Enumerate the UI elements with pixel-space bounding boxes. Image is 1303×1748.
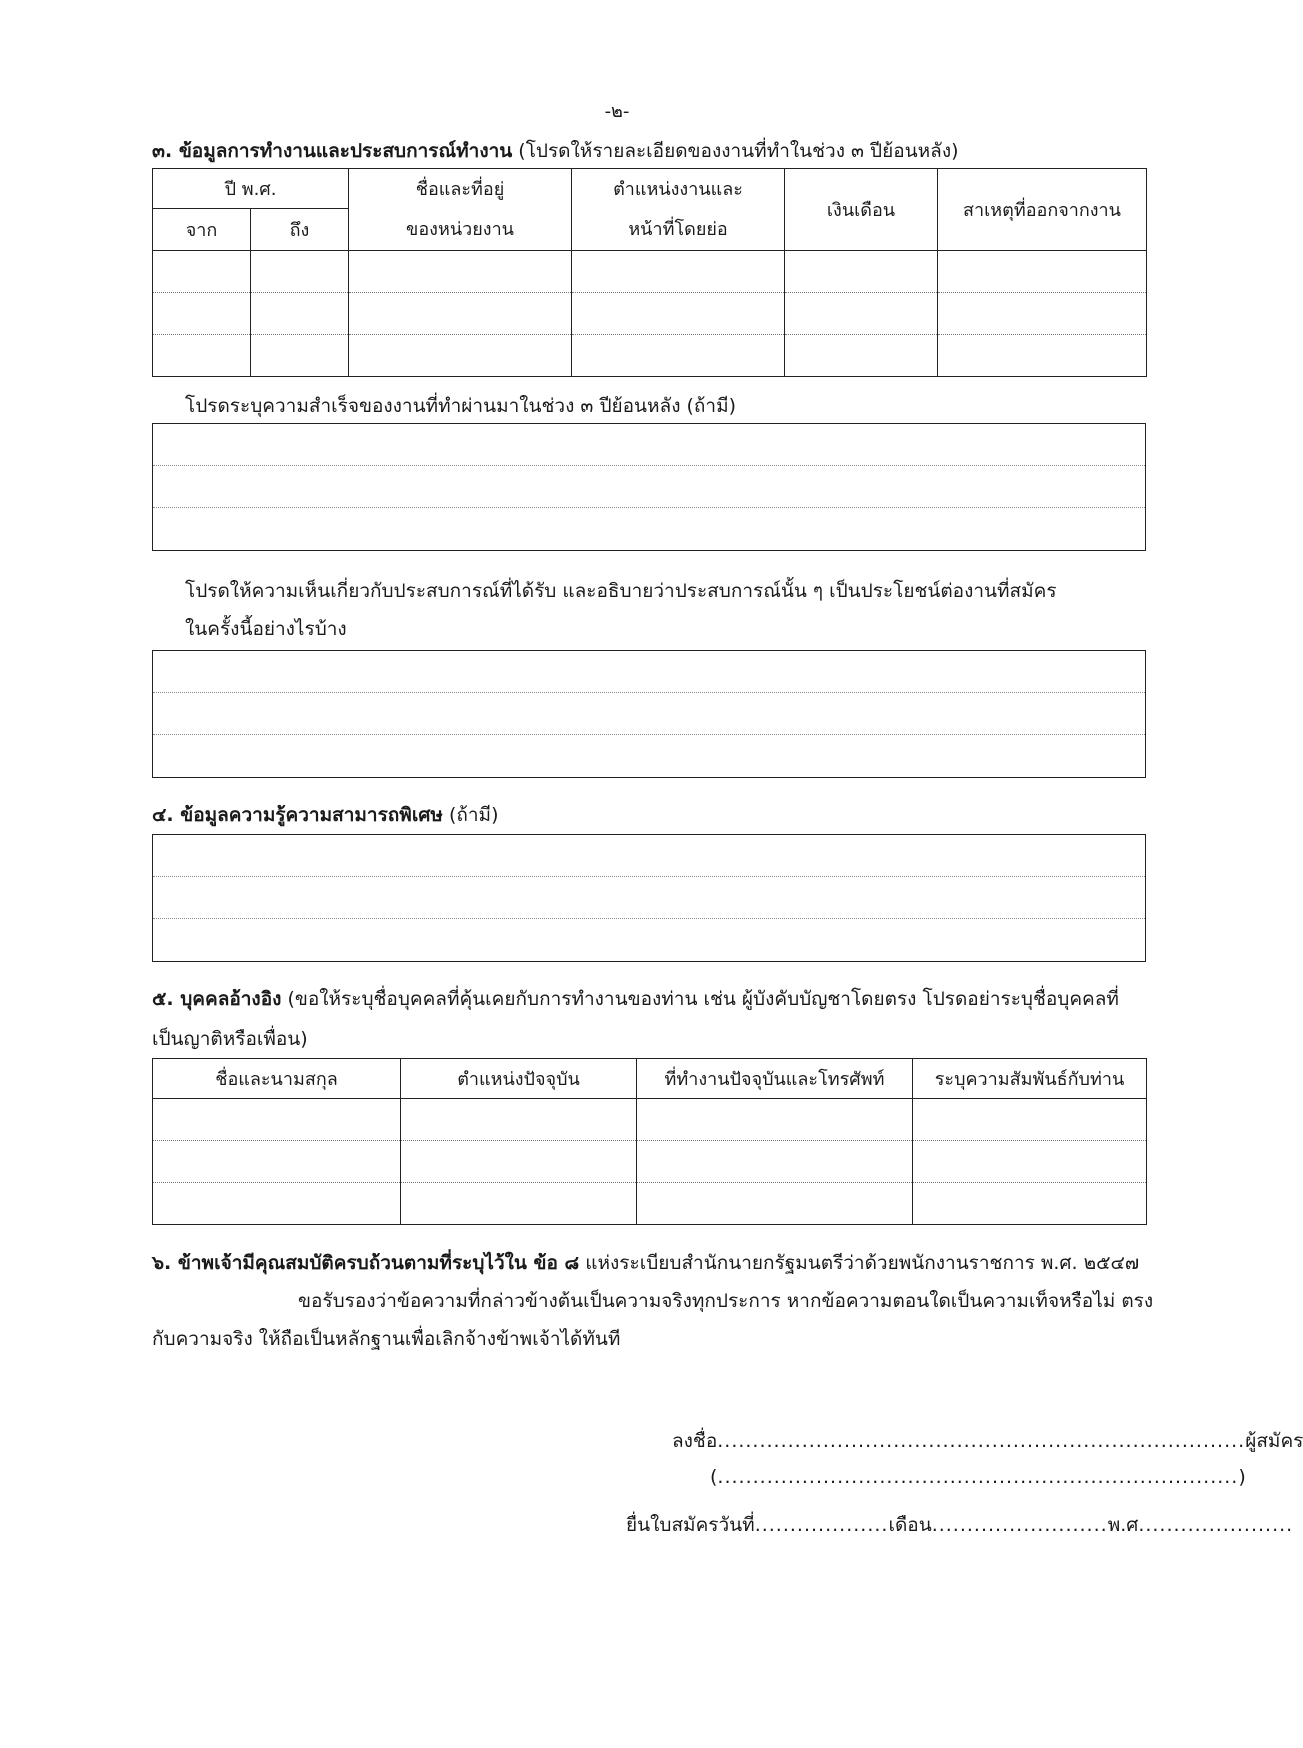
ref-position-header: ตำแหน่งปัจจุบัน — [401, 1059, 637, 1099]
work-row[interactable] — [153, 293, 1147, 335]
work-row[interactable] — [153, 335, 1147, 377]
experience-prompt-line2: ในครั้งนี้อย่างไรบ้าง — [185, 618, 347, 640]
work-row[interactable] — [153, 251, 1147, 293]
to-header: ถึง — [251, 209, 349, 251]
ref-relationship-header: ระบุความสัมพันธ์กับท่าน — [913, 1059, 1147, 1099]
experience-answer-box[interactable] — [152, 650, 1146, 778]
achievement-prompt: โปรดระบุความสำเร็จของงานที่ทำผ่านมาในช่วง ๓ ปีย้อนหลัง (ถ้ามี) — [185, 395, 737, 417]
certify-line2: กับความจริง ให้ถือเป็นหลักฐานเพื่อเลิกจ้างข้าพเจ้าได้ทันที — [152, 1328, 621, 1350]
section6-heading-row — [152, 1250, 1139, 1276]
section6-heading: ๖. ข้าพเจ้ามีคุณสมบัติครบถ้วนตามที่ระบุไว้ใน ข้อ ๘ — [152, 1252, 580, 1274]
section5-note-line2: เป็นญาติหรือเพื่อน) — [152, 1028, 308, 1050]
ref-name-header: ชื่อและนามสกุล — [153, 1059, 401, 1099]
special-skills-answer-box[interactable] — [152, 834, 1146, 962]
section5-heading: ๕. บุคคลอ้างอิง — [152, 988, 282, 1010]
org-header-line2: ของหน่วยงาน — [406, 218, 514, 240]
year-header: ปี พ.ศ. — [153, 169, 349, 209]
org-header-line1: ชื่อและที่อยู่ — [415, 178, 505, 200]
position-header-line1: ตำแหน่งงานและ — [613, 178, 743, 200]
achievement-answer-box[interactable] — [152, 423, 1146, 551]
experience-prompt-line1: โปรดให้ความเห็นเกี่ยวกับประสบการณ์ที่ได้รับ และอธิบายว่าประสบการณ์นั้น ๆ เป็นประโยชน์ต่องานที่สมัคร — [185, 580, 1057, 602]
section3-heading-row — [152, 138, 959, 164]
section5-heading-row — [152, 986, 1119, 1012]
section4-heading: ๔. ข้อมูลความรู้ความสามารถพิเศษ — [152, 804, 443, 826]
year-label: พ.ศ — [1107, 1514, 1139, 1536]
month-dots: ......................... — [931, 1514, 1108, 1536]
signature-line[interactable] — [672, 1426, 1303, 1456]
reference-row[interactable] — [153, 1141, 1147, 1183]
work-experience-table — [152, 168, 1147, 377]
printed-name-line[interactable] — [710, 1466, 1246, 1488]
year-dots: ...................... — [1138, 1514, 1294, 1536]
month-label: เดือน — [888, 1514, 932, 1536]
date-dots: ................... — [754, 1514, 889, 1536]
section3-heading: ๓. ข้อมูลการทำงานและประสบการณ์ทำงาน — [152, 140, 513, 162]
name-close-paren: ) — [1238, 1466, 1246, 1488]
org-column-header — [349, 169, 572, 251]
section4-note: (ถ้ามี) — [448, 804, 499, 826]
application-date-line[interactable] — [626, 1510, 1293, 1540]
section3-note: (โปรดให้รายละเอียดของงานที่ทำในช่วง ๓ ปีย้อนหลัง) — [518, 140, 959, 162]
name-open-paren: ( — [710, 1466, 718, 1488]
position-column-header — [572, 169, 785, 251]
reference-table — [152, 1058, 1147, 1225]
reason-column-header: สาเหตุที่ออกจากงาน — [938, 169, 1147, 251]
section5-note-line1: (ขอให้ระบุชื่อบุคคลที่คุ้นเคยกับการทำงานของท่าน เช่น ผู้บังคับบัญชาโดยตรง โปรดอย่าระบุชื่อบุคคลที่ — [287, 988, 1119, 1010]
salary-column-header: เงินเดือน — [785, 169, 938, 251]
sign-label: ลงชื่อ — [672, 1430, 718, 1452]
reference-row[interactable] — [153, 1099, 1147, 1141]
certify-line1: ขอรับรองว่าข้อความที่กล่าวข้างต้นเป็นความจริงทุกประการ หากข้อความตอนใดเป็นความเท็จหรือไม่ ตรง — [298, 1290, 1154, 1312]
date-label: ยื่นใบสมัครวันที่ — [626, 1514, 755, 1536]
page-number: -๒- — [604, 101, 630, 122]
section4-heading-row — [152, 802, 498, 828]
from-header: จาก — [153, 209, 251, 251]
ref-workplace-header: ที่ทำงานปัจจุบันและโทรศัพท์ — [637, 1059, 913, 1099]
sign-dots: ........................................................................... — [717, 1430, 1246, 1452]
position-header-line2: หน้าที่โดยย่อ — [628, 218, 728, 240]
reference-row[interactable] — [153, 1183, 1147, 1225]
name-dots: .......................................................................... — [717, 1466, 1239, 1488]
applicant-label: ผู้สมัคร — [1245, 1430, 1303, 1452]
section6-heading-rest: แห่งระเบียบสำนักนายกรัฐมนตรีว่าด้วยพนักงานราชการ พ.ศ. ๒๕๔๗ — [585, 1252, 1140, 1274]
